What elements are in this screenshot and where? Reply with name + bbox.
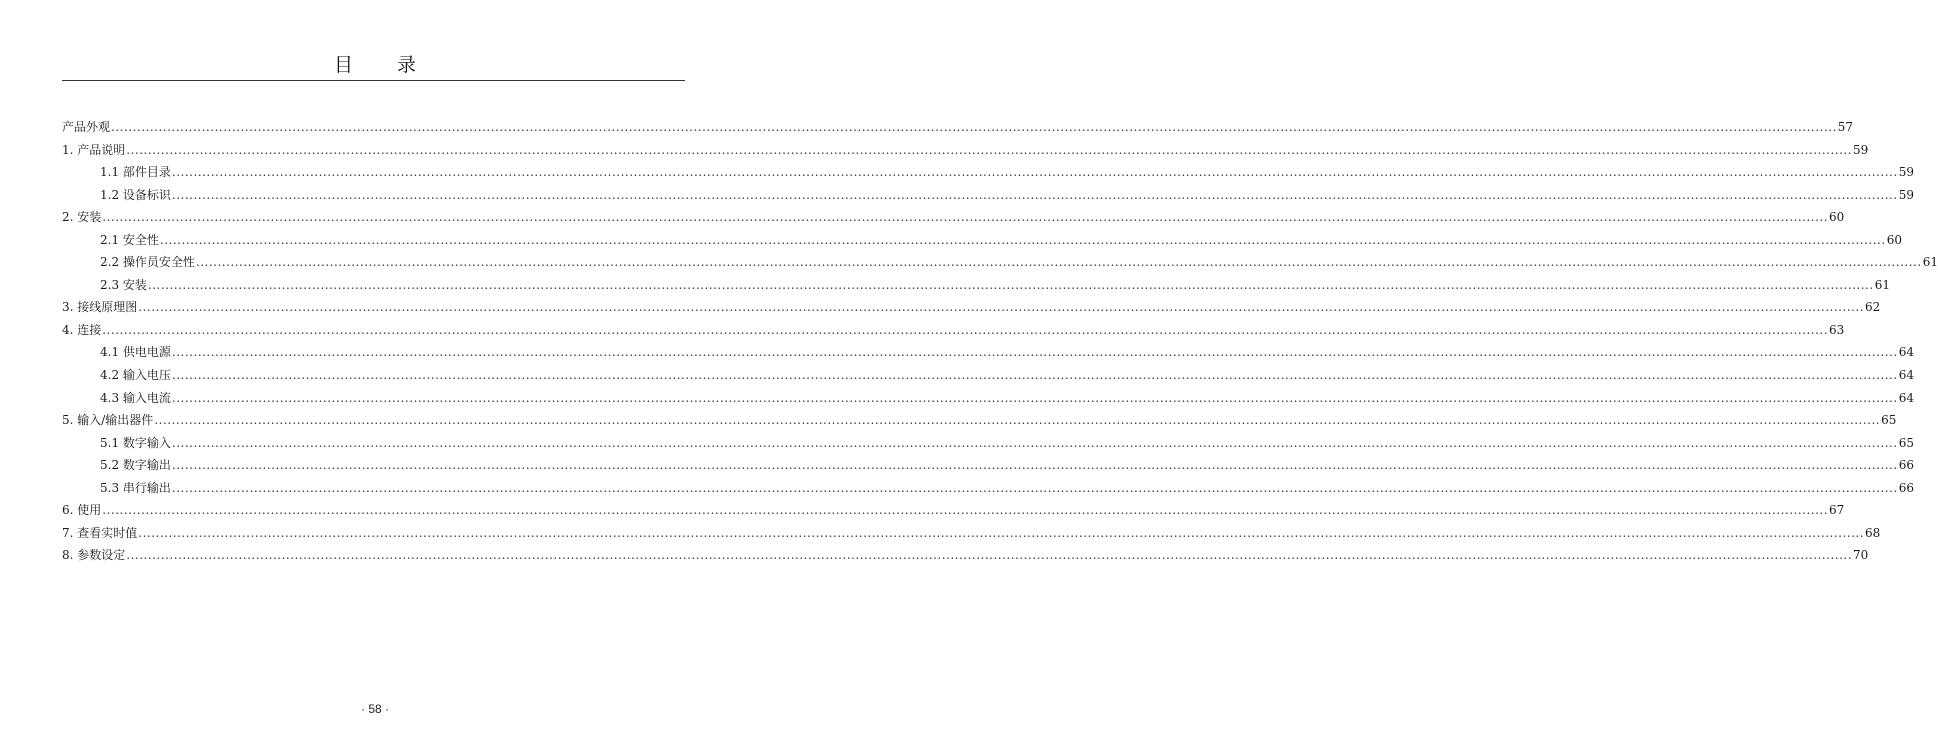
toc-entry-label: 产品外观 [62,120,111,134]
dot-leader: ................................................................................................................................................................................................................................................................................................................................................................................................................ [159,232,1886,247]
toc-entry[interactable] [62,341,1914,364]
toc-entry-label: 4.3 输入电流 [100,390,171,405]
toc-entry-label: 5.2 数字输出 [100,458,171,473]
toc-entry[interactable] [62,499,1845,522]
toc-entry-page: 64 [1898,345,1914,360]
toc-entry-label: 2. 安装 [62,210,102,225]
toc-entry-page: 59 [1853,142,1869,157]
dot-leader: ................................................................................................................................................................................................................................................................................................................................................................................................................ [102,210,1829,225]
toc-entry[interactable] [62,229,1902,252]
toc-entry-page: 60 [1829,210,1845,225]
toc-entry-label: 1.2 设备标识 [100,187,171,202]
dot-leader: ................................................................................................................................................................................................................................................................................................................................................................................................................ [126,142,1853,157]
title-char-1: 目 [333,54,353,76]
toc-entry-page: 68 [1865,525,1881,540]
page-number: · 58 · [360,702,389,716]
dot-leader: ................................................................................................................................................................................................................................................................................................................................................................................................................ [171,165,1898,180]
dot-leader: ................................................................................................................................................................................................................................................................................................................................................................................................................ [171,345,1898,360]
toc-entry-label: 7. 查看实时值 [62,525,138,540]
dot-leader: ................................................................................................................................................................................................................................................................................................................................................................................................................ [138,300,1865,315]
toc-entry[interactable] [62,319,1845,342]
dot-leader: ................................................................................................................................................................................................................................................................................................................................................................................................................ [102,503,1829,518]
dot-leader: ................................................................................................................................................................................................................................................................................................................................................................................................................ [171,458,1898,473]
toc-entry-page: 65 [1898,435,1914,450]
toc-entry-label: 5.1 数字输入 [100,435,171,450]
dot-leader: ................................................................................................................................................................................................................................................................................................................................................................................................................ [171,390,1898,405]
toc-entry-label: 2.3 安装 [100,277,147,292]
toc-entry[interactable] [62,454,1914,477]
toc-entry[interactable] [62,544,1869,567]
toc-entry-label: 2.1 安全性 [100,232,159,247]
toc-entry-page: 66 [1898,480,1914,495]
toc-entry[interactable] [62,184,1914,207]
toc-entry-page: 62 [1865,300,1881,315]
table-of-contents [62,116,1938,567]
toc-entry[interactable] [62,522,1881,545]
toc-entry[interactable] [62,409,1897,432]
dot-leader: ................................................................................................................................................................................................................................................................................................................................................................................................................ [138,525,1865,540]
toc-entry[interactable] [62,274,1890,297]
toc-entry-page: 61 [1874,277,1890,292]
toc-entry-label: 4.1 供电电源 [100,345,171,360]
dot-leader: ................................................................................................................................................................................................................................................................................................................................................................................................................ [171,480,1898,495]
dot-leader: ................................................................................................................................................................................................................................................................................................................................................................................................................ [147,277,1874,292]
toc-entry[interactable] [62,116,1854,139]
dot-leader: ................................................................................................................................................................................................................................................................................................................................................................................................................ [171,435,1898,450]
toc-entry-page: 64 [1898,368,1914,383]
toc-entry-label: 4. 连接 [62,322,102,337]
dot-leader: ................................................................................................................................................................................................................................................................................................................................................................................................................ [171,368,1898,383]
title-divider [62,80,685,81]
toc-entry-label: 2.2 操作员安全性 [100,255,195,270]
toc-entry-page: 61 [1922,255,1938,270]
dot-leader: ................................................................................................................................................................................................................................................................................................................................................................................................................ [126,548,1853,563]
toc-entry[interactable] [62,161,1914,184]
toc-entry[interactable] [62,206,1845,229]
toc-entry[interactable] [62,139,1869,162]
toc-entry-page: 59 [1898,165,1914,180]
toc-entry-label: 3. 接线原理图 [62,300,138,315]
toc-entry[interactable] [62,387,1914,410]
toc-entry-label: 1. 产品说明 [62,142,126,157]
toc-entry-page: 60 [1886,232,1902,247]
toc-entry[interactable] [62,296,1881,319]
toc-entry-page: 64 [1898,390,1914,405]
toc-entry-label: 8. 参数设定 [62,548,126,563]
toc-entry-page: 59 [1898,187,1914,202]
toc-entry-page: 65 [1881,413,1897,428]
dot-leader: ................................................................................................................................................................................................................................................................................................................................................................................................................ [195,255,1922,270]
toc-entry-page: 57 [1837,120,1854,134]
toc-entry-label: 5.3 串行输出 [100,480,171,495]
toc-entry-page: 66 [1898,458,1914,473]
toc-entry-page: 70 [1853,548,1869,563]
dot-leader: ................................................................................................................................................................................................................................................................................................................................................................................................................ [154,413,1881,428]
toc-entry-page: 63 [1829,322,1845,337]
toc-entry-label: 4.2 输入电压 [100,368,171,383]
toc-entry-label: 6. 使用 [62,503,102,518]
title-char-2: 录 [397,54,417,76]
toc-entry-label: 1.1 部件目录 [100,165,171,180]
toc-entry[interactable] [62,364,1914,387]
toc-entry[interactable] [62,432,1914,455]
toc-entry-page: 67 [1829,503,1845,518]
dot-leader: ................................................................................................................................................................................................................................................................................................................................................................................................................ [102,322,1829,337]
toc-entry[interactable] [62,477,1914,500]
dot-leader: ................................................................................................................................................................................................................................................................................................................................................................................................................ [111,120,1837,134]
toc-entry-label: 5. 输入/输出器件 [62,413,154,428]
dot-leader: ................................................................................................................................................................................................................................................................................................................................................................................................................ [171,187,1898,202]
toc-entry[interactable] [62,251,1938,274]
page-title [0,50,750,77]
